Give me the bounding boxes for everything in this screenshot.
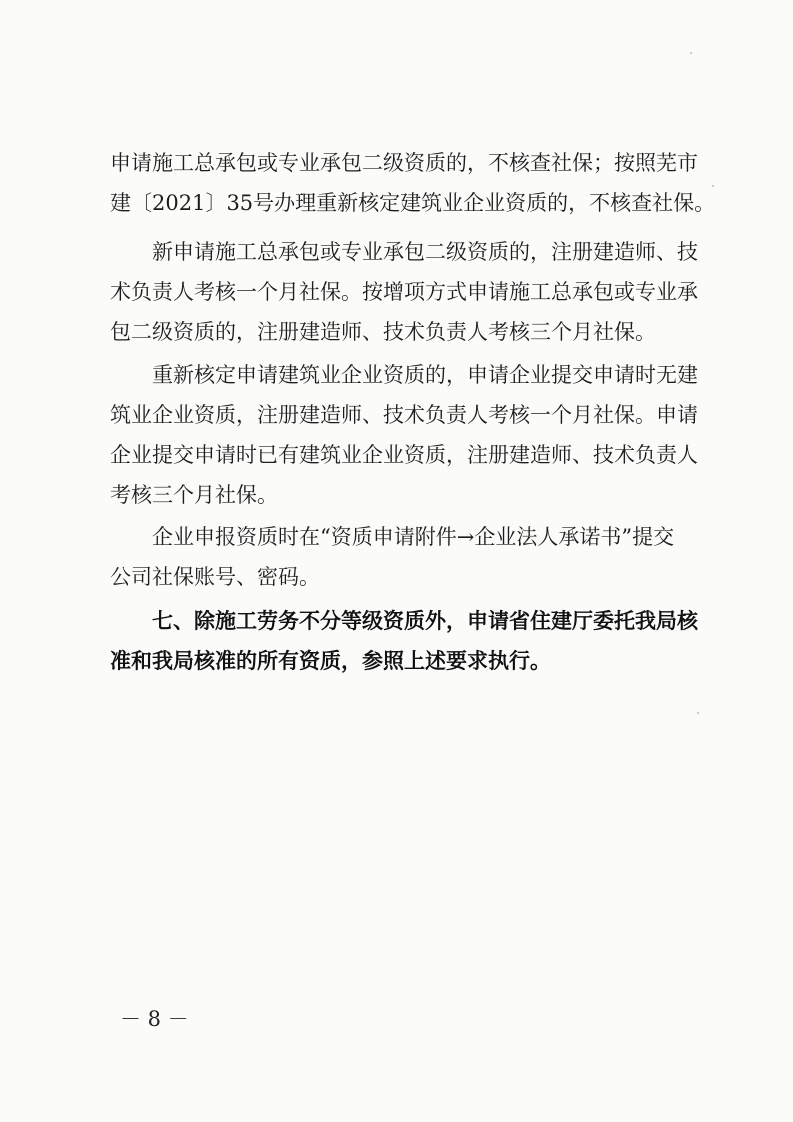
section-7-heading-line-2: 准和我局核准的所有资质，参照上述要求执行。 [110, 649, 551, 673]
paragraph-4-line-1: 企业申报资质时在“资质申请附件→企业法人承诺书”提交 [152, 525, 675, 549]
scan-speck [697, 712, 699, 714]
paragraph-2-line-2: 术负责人考核一个月社保。按增项方式申请施工总承包或专业承 [110, 280, 698, 304]
paragraph-3-line-2: 筑业企业资质，注册建造师、技术负责人考核一个月社保。申请 [110, 403, 698, 427]
paragraph-3-line-1: 重新核定申请建筑业企业资质的，申请企业提交申请时无建 [152, 363, 698, 387]
paragraph-4-line-2: 公司社保账号、密码。 [110, 565, 320, 589]
paragraph-2-line-3: 包二级资质的，注册建造师、技术负责人考核三个月社保。 [110, 320, 656, 344]
paragraph-3-line-3: 企业提交申请时已有建筑业企业资质，注册建造师、技术负责人 [110, 443, 698, 467]
paragraph-3-line-4: 考核三个月社保。 [110, 483, 278, 507]
page-number: － 8 － [120, 1007, 189, 1031]
scan-speck [712, 185, 714, 187]
scan-speck [690, 52, 692, 54]
section-7-heading-line-1: 七、除施工劳务不分等级资质外，申请省住建厅委托我局核 [152, 609, 698, 633]
paragraph-1-line-1: 申请施工总承包或专业承包二级资质的，不核查社保；按照芜市 [110, 151, 698, 175]
paragraph-2-line-1: 新申请施工总承包或专业承包二级资质的，注册建造师、技 [152, 240, 698, 264]
paragraph-1-line-2: 建〔2021〕35号办理重新核定建筑业企业资质的，不核查社保。 [110, 191, 716, 215]
